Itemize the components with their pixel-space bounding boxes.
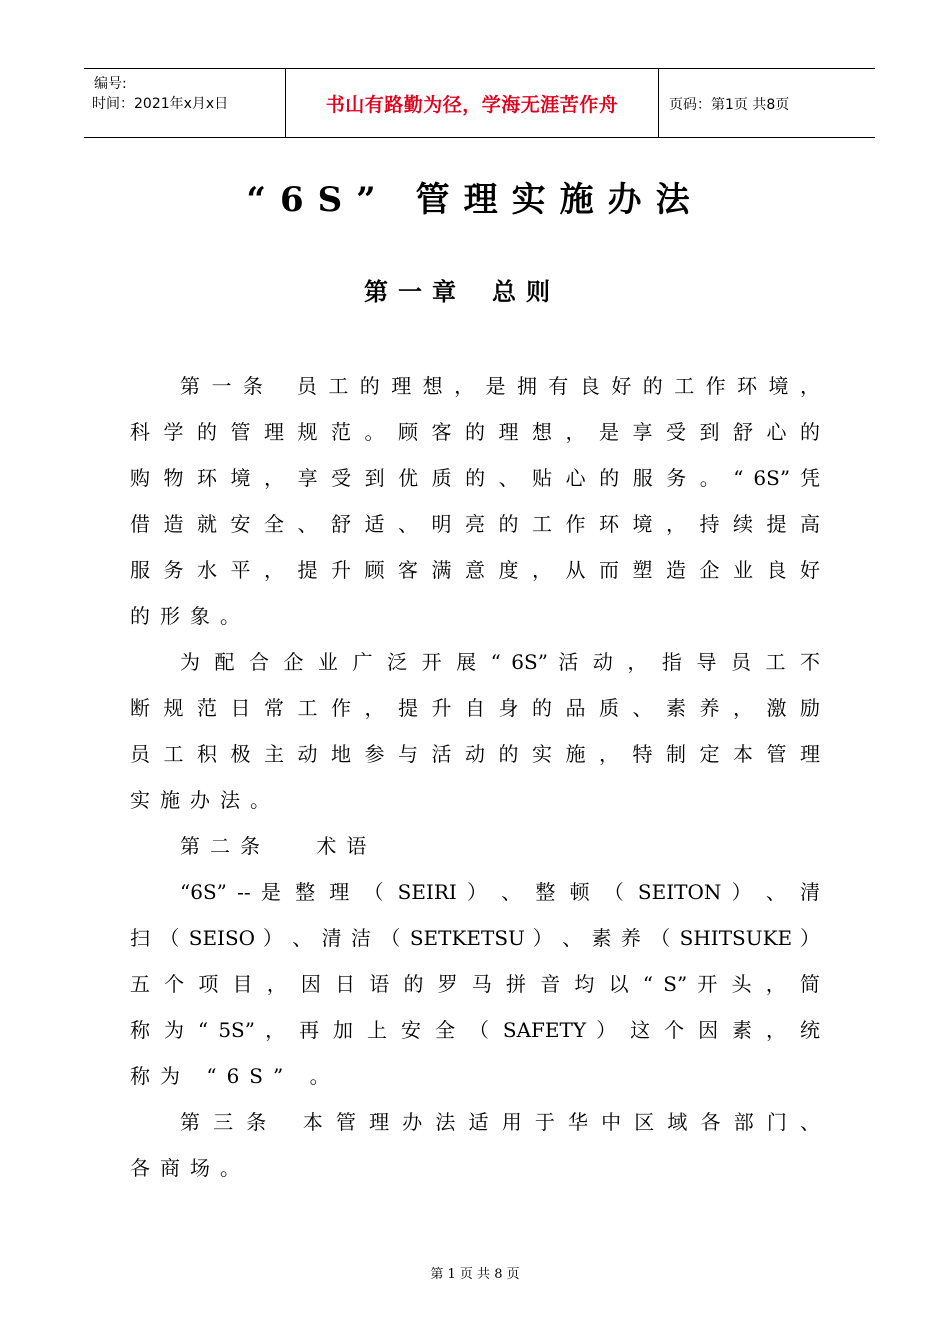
body-line: 五 个 项 目 ， 因 日 语 的 罗 马 拼 音 均 以 “ S” 开 头 ， 简 (130, 972, 820, 996)
header-meta-cell (84, 69, 286, 137)
header-slogan: 书山有路勤为径，学海无涯苦作舟 (286, 69, 659, 137)
body-line: “6S” -- 是 整 理 （ SEIRI ） 、 整 顿 （ SEITON ） 、 清 (180, 880, 820, 904)
body-line: 第二条 术语 (180, 834, 377, 858)
body-line: 科 学 的 管 理 规 范 。 顾 客 的 理 想 ， 是 享 受 到 舒 心 的 (130, 420, 820, 444)
body-line: 第 三 条 本 管 理 办 法 适 用 于 华 中 区 域 各 部 门 、 (180, 1110, 820, 1134)
document-title: “6S” 管理实施办法 (246, 180, 704, 220)
body-line: 员 工 积 极 主 动 地 参 与 活 动 的 实 施 ， 特 制 定 本 管 理 (130, 742, 820, 766)
chapter-heading (0, 272, 950, 307)
body-line: 断 规 范 日 常 工 作 ， 提 升 自 身 的 品 质 、 素 养 ， 激 励 (130, 696, 820, 720)
page-footer: 第 1 页 共 8 页 (430, 1267, 520, 1282)
body-line: 为 配 合 企 业 广 泛 开 展 “ 6S” 活 动 ， 指 导 员 工 不 (180, 650, 820, 674)
body-line: 各商场。 (130, 1156, 250, 1180)
body-line: 借 造 就 安 全 、 舒 适 、 明 亮 的 工 作 环 境 ， 持 续 提 高 (130, 512, 820, 536)
body-line: 称为 “6S” 。 (130, 1064, 340, 1088)
chapter-name: 总则 (492, 277, 560, 306)
body-line: 服 务 水 平 ， 提 升 顾 客 满 意 度 ， 从 而 塑 造 企 业 良 好 (130, 558, 820, 582)
time-label: 时间：2021年x月x日 (92, 96, 229, 112)
body-line: 称 为 “ 5S” ， 再 加 上 安 全 （ SAFETY ） 这 个 因 素 ， 统 (130, 1018, 820, 1042)
number-label: 编号: (94, 76, 127, 92)
chapter-number: 第一章 (364, 277, 466, 306)
body-line: 实施办法。 (130, 788, 280, 812)
body-line: 购 物 环 境 ， 享 受 到 优 质 的 、 贴 心 的 服 务 。 “ 6S” 凭 (130, 466, 820, 490)
body-line: 扫 （ SEISO ） 、 清 洁 （ SETKETSU ） 、 素 养 （ SHITSUKE ） (130, 926, 820, 950)
body-line: 第 一 条 员 工 的 理 想 ， 是 拥 有 良 好 的 工 作 环 境 ， (180, 374, 820, 398)
page-indicator: 页码：第1页 共8页 (669, 97, 790, 113)
document-header (84, 68, 875, 138)
body-line: 的形象。 (130, 604, 250, 628)
